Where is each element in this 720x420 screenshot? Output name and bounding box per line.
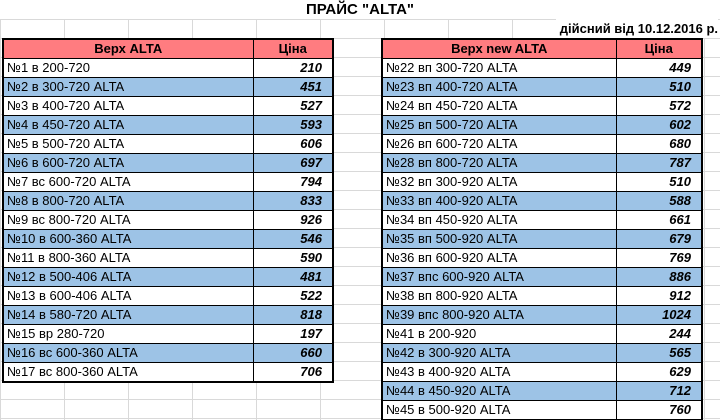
price-cell[interactable]: 661 xyxy=(616,211,702,230)
table-row xyxy=(3,116,333,135)
model-cell[interactable]: №34 вп 450-920 ALTA xyxy=(382,211,616,230)
price-cell[interactable]: 210 xyxy=(253,59,333,78)
table-row xyxy=(382,78,702,97)
table-row xyxy=(382,135,702,154)
table-row xyxy=(3,325,333,344)
price-cell[interactable]: 833 xyxy=(253,192,333,211)
model-cell[interactable]: №42 в 300-920 ALTA xyxy=(382,344,616,363)
table-header-row xyxy=(3,39,333,59)
model-cell[interactable]: №2 в 300-720 ALTA xyxy=(3,78,253,97)
table-row xyxy=(3,363,333,383)
table-row xyxy=(3,173,333,192)
model-cell[interactable]: №23 вп 400-720 ALTA xyxy=(382,78,616,97)
table-row xyxy=(382,306,702,325)
price-cell[interactable]: 451 xyxy=(253,78,333,97)
validity-date: дійсний від 10.12.2016 р. xyxy=(556,19,718,38)
table-row xyxy=(382,382,702,401)
price-cell[interactable]: 593 xyxy=(253,116,333,135)
price-cell[interactable]: 787 xyxy=(616,154,702,173)
table-row xyxy=(3,97,333,116)
model-cell[interactable]: №13 в 600-406 ALTA xyxy=(3,287,253,306)
column-header-price[interactable]: Ціна xyxy=(253,39,333,59)
price-cell[interactable]: 197 xyxy=(253,325,333,344)
column-header-model[interactable]: Верх ALTA xyxy=(3,39,253,59)
price-cell[interactable]: 602 xyxy=(616,116,702,135)
price-cell[interactable]: 546 xyxy=(253,230,333,249)
model-cell[interactable]: №3 в 400-720 ALTA xyxy=(3,97,253,116)
model-cell[interactable]: №17 вс 800-360 ALTA xyxy=(3,363,253,383)
price-cell[interactable]: 697 xyxy=(253,154,333,173)
model-cell[interactable]: №10 в 600-360 ALTA xyxy=(3,230,253,249)
model-cell[interactable]: №4 в 450-720 ALTA xyxy=(3,116,253,135)
price-table-alta xyxy=(2,38,334,383)
table-row xyxy=(3,344,333,363)
model-cell[interactable]: №45 в 500-920 ALTA xyxy=(382,401,616,420)
price-cell[interactable]: 769 xyxy=(616,249,702,268)
table-row xyxy=(382,325,702,344)
table-header-row xyxy=(382,39,702,59)
column-header-model[interactable]: Верх new ALTA xyxy=(382,39,616,59)
table-row xyxy=(3,192,333,211)
model-cell[interactable]: №44 в 450-920 ALTA xyxy=(382,382,616,401)
price-cell[interactable]: 818 xyxy=(253,306,333,325)
model-cell[interactable]: №41 в 200-920 xyxy=(382,325,616,344)
table-row xyxy=(382,344,702,363)
model-cell[interactable]: №28 вп 800-720 ALTA xyxy=(382,154,616,173)
model-cell[interactable]: №11 в 800-360 ALTA xyxy=(3,249,253,268)
price-table-alta-new xyxy=(381,38,703,420)
price-cell[interactable]: 527 xyxy=(253,97,333,116)
price-cell[interactable]: 760 xyxy=(616,401,702,420)
model-cell[interactable]: №36 вп 600-920 ALTA xyxy=(382,249,616,268)
table-row xyxy=(3,78,333,97)
table-row xyxy=(382,230,702,249)
price-cell[interactable]: 522 xyxy=(253,287,333,306)
model-cell[interactable]: №7 вс 600-720 ALTA xyxy=(3,173,253,192)
model-cell[interactable]: №22 вп 300-720 ALTA xyxy=(382,59,616,78)
price-cell[interactable]: 510 xyxy=(616,173,702,192)
table-row xyxy=(382,268,702,287)
model-cell[interactable]: №39 впс 800-920 ALTA xyxy=(382,306,616,325)
model-cell[interactable]: №24 вп 450-720 ALTA xyxy=(382,97,616,116)
model-cell[interactable]: №35 вп 500-920 ALTA xyxy=(382,230,616,249)
table-row xyxy=(382,401,702,420)
price-cell[interactable]: 680 xyxy=(616,135,702,154)
table-row xyxy=(3,287,333,306)
price-cell[interactable]: 794 xyxy=(253,173,333,192)
model-cell[interactable]: №38 вп 800-920 ALTA xyxy=(382,287,616,306)
price-cell[interactable]: 449 xyxy=(616,59,702,78)
price-cell[interactable]: 629 xyxy=(616,363,702,382)
model-cell[interactable]: №1 в 200-720 xyxy=(3,59,253,78)
price-cell[interactable]: 1024 xyxy=(616,306,702,325)
model-cell[interactable]: №43 в 400-920 ALTA xyxy=(382,363,616,382)
model-cell[interactable]: №6 в 600-720 ALTA xyxy=(3,154,253,173)
price-cell[interactable]: 481 xyxy=(253,268,333,287)
table-row xyxy=(382,59,702,78)
model-cell[interactable]: №25 вп 500-720 ALTA xyxy=(382,116,616,135)
price-cell[interactable]: 606 xyxy=(253,135,333,154)
table-row xyxy=(3,268,333,287)
model-cell[interactable]: №8 в 800-720 ALTA xyxy=(3,192,253,211)
model-cell[interactable]: №14 в 580-720 ALTA xyxy=(3,306,253,325)
table-row xyxy=(382,154,702,173)
model-cell[interactable]: №33 вп 400-920 ALTA xyxy=(382,192,616,211)
price-cell[interactable]: 886 xyxy=(616,268,702,287)
model-cell[interactable]: №5 в 500-720 ALTA xyxy=(3,135,253,154)
price-cell[interactable]: 712 xyxy=(616,382,702,401)
price-cell[interactable]: 926 xyxy=(253,211,333,230)
price-cell[interactable]: 572 xyxy=(616,97,702,116)
model-cell[interactable]: №16 вс 600-360 ALTA xyxy=(3,344,253,363)
model-cell[interactable]: №15 вр 280-720 xyxy=(3,325,253,344)
table-row xyxy=(382,363,702,382)
model-cell[interactable]: №9 вс 800-720 ALTA xyxy=(3,211,253,230)
table-row xyxy=(3,135,333,154)
sheet-title: ПРАЙС "ALTA" xyxy=(0,0,720,19)
column-header-price[interactable]: Ціна xyxy=(616,39,702,59)
table-row xyxy=(3,154,333,173)
table-row xyxy=(382,287,702,306)
price-cell[interactable]: 244 xyxy=(616,325,702,344)
table-row xyxy=(3,211,333,230)
table-row xyxy=(3,306,333,325)
table-row xyxy=(382,116,702,135)
price-cell[interactable]: 565 xyxy=(616,344,702,363)
price-cell[interactable]: 590 xyxy=(253,249,333,268)
table-row xyxy=(382,192,702,211)
table-row xyxy=(3,230,333,249)
model-cell[interactable]: №12 в 500-406 ALTA xyxy=(3,268,253,287)
model-cell[interactable]: №32 вп 300-920 ALTA xyxy=(382,173,616,192)
table-row xyxy=(382,211,702,230)
table-row xyxy=(3,59,333,78)
price-cell[interactable]: 912 xyxy=(616,287,702,306)
table-row xyxy=(382,97,702,116)
model-cell[interactable]: №37 впс 600-920 ALTA xyxy=(382,268,616,287)
table-row xyxy=(3,249,333,268)
price-cell[interactable]: 679 xyxy=(616,230,702,249)
price-cell[interactable]: 706 xyxy=(253,363,333,383)
table-row xyxy=(382,173,702,192)
model-cell[interactable]: №26 вп 600-720 ALTA xyxy=(382,135,616,154)
table-row xyxy=(382,249,702,268)
price-cell[interactable]: 588 xyxy=(616,192,702,211)
price-cell[interactable]: 660 xyxy=(253,344,333,363)
price-cell[interactable]: 510 xyxy=(616,78,702,97)
